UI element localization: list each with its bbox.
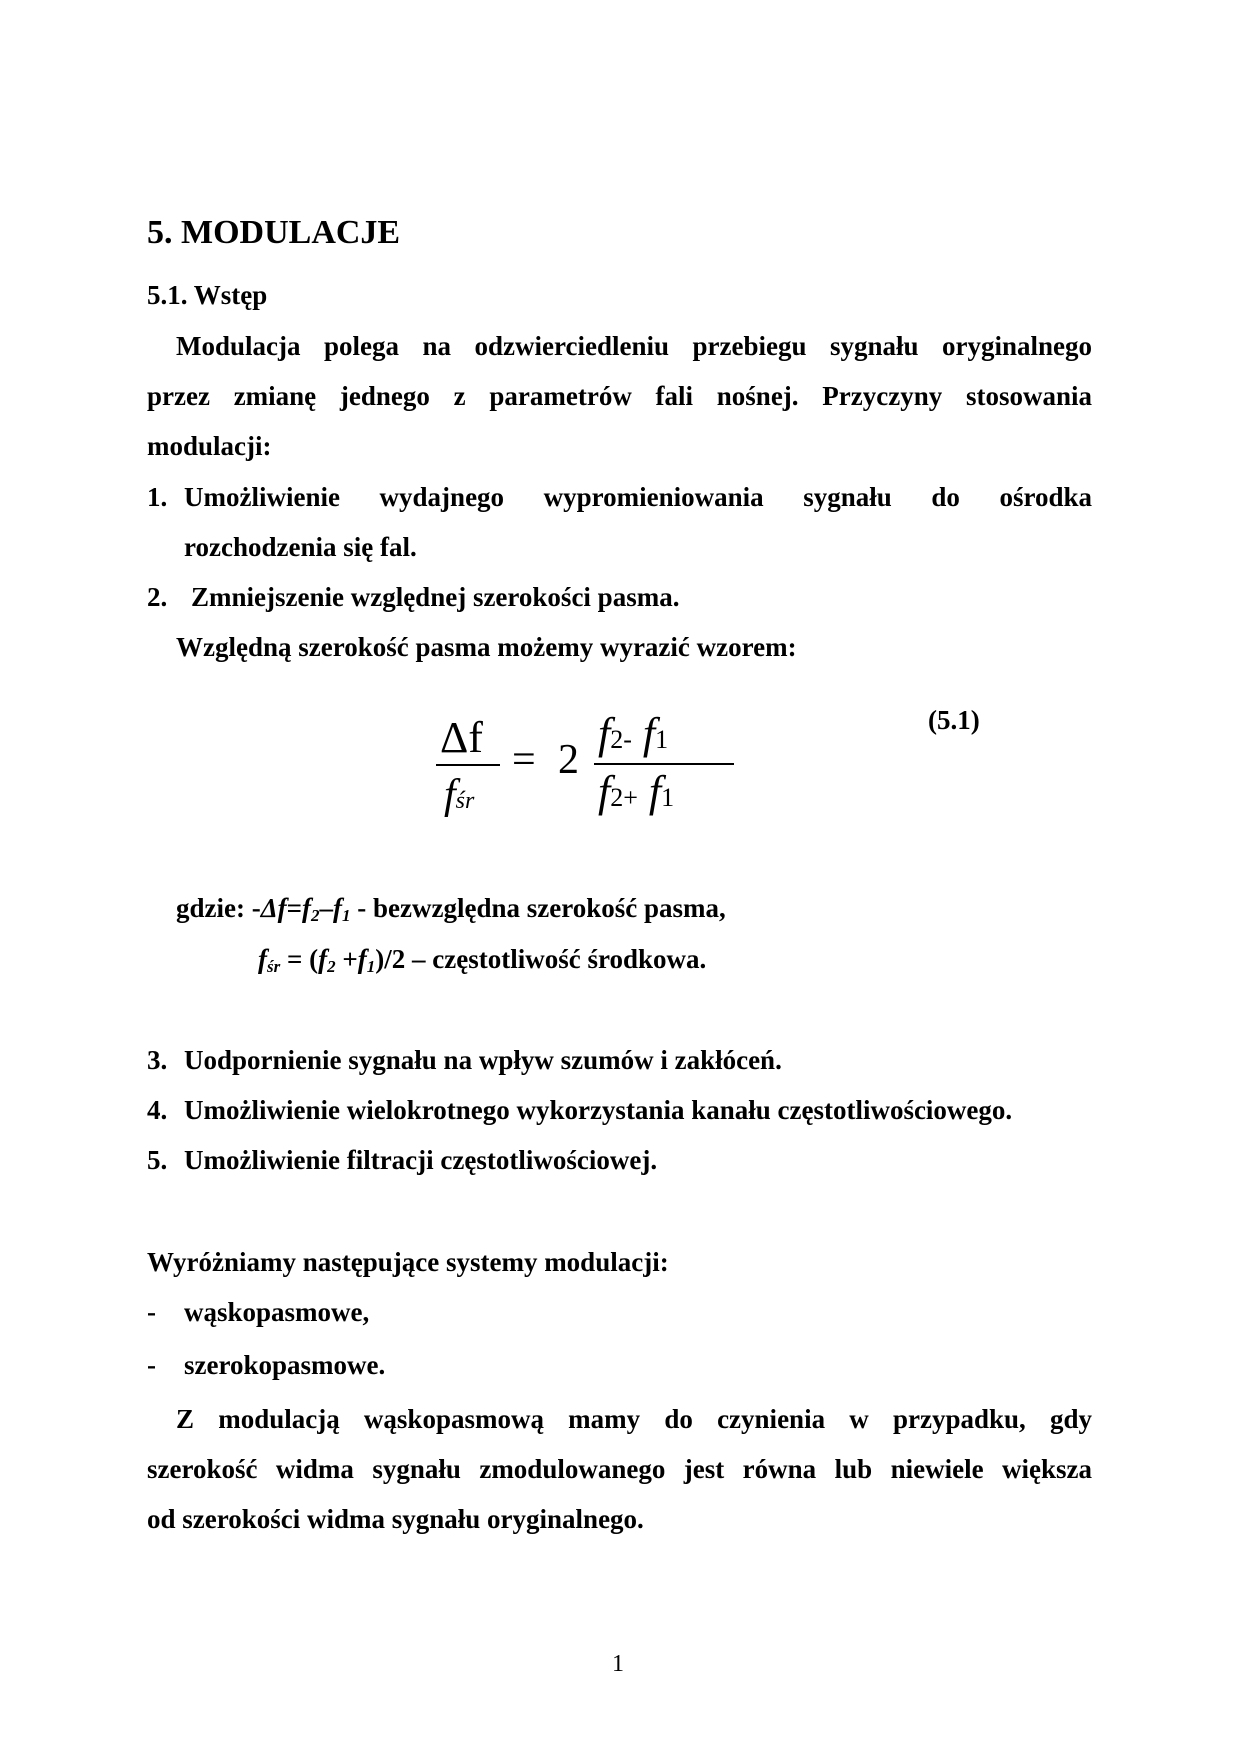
formula-rhs-numerator: f2- f1 [598, 709, 669, 758]
list-number: 1. [147, 482, 168, 512]
list-item-text-continued: rozchodzenia się fal. [184, 532, 417, 562]
closing-line-2: szerokość widma sygnału zmodulowanego jest równa lub niewiele większa [147, 1454, 1092, 1484]
list-number: 3. [147, 1045, 168, 1075]
formula-number: (5.1) [928, 705, 980, 735]
list-number: 2. [147, 582, 168, 612]
systems-intro: Wyróżniamy następujące systemy modulacji: [147, 1247, 669, 1277]
list-item-text: Umożliwienie wydajnego wypromieniowania sygnału do ośrodka [184, 482, 1092, 512]
closing-line-1: Z modulacją wąskopasmową mamy do czynienia w przypadku, gdy [176, 1404, 1092, 1434]
list-number: 5. [147, 1145, 168, 1175]
where-definition-2: $f_{śr} = (f_2 +f_1)/2$ – częstotliwość środkowa. [258, 944, 707, 976]
formula-lhs-numerator: Δf [440, 713, 483, 762]
list-item-text: Zmniejszenie względnej szerokości pasma. [191, 582, 680, 612]
systems-item: szerokopasmowe. [184, 1350, 386, 1380]
list-item-text: Umożliwienie wielokrotnego wykorzystania kanału częstotliwościowego. [184, 1095, 1013, 1125]
intro-line-3: modulacji: [147, 431, 272, 461]
list-item-text: Umożliwienie filtracji częstotliwościowej. [184, 1145, 658, 1175]
intro-line-1: Modulacja polega na odzwierciedleniu przebiegu sygnału oryginalnego [176, 331, 1092, 361]
list-number: 4. [147, 1095, 168, 1125]
formula-equals: = [512, 737, 536, 783]
where-definition-1: gdzie: $-\Delta f=f_2-f_1$ - bezwzględna szerokość pasma, [176, 893, 726, 925]
formula-coefficient: 2 [558, 737, 579, 783]
formula-fraction-bar [594, 763, 734, 765]
formula-rhs-denominator: f2+ f1 [598, 767, 675, 816]
page-number: 1 [612, 1651, 624, 1677]
formula-intro: Względną szerokość pasma możemy wyrazić wzorem: [176, 632, 797, 662]
formula-fraction-bar [436, 764, 500, 766]
systems-item: wąskopasmowe, [184, 1297, 370, 1327]
bullet: - [147, 1350, 156, 1380]
subsection-heading: 5.1. Wstęp [147, 280, 268, 310]
list-item-text: Uodpornienie sygnału na wpływ szumów i zakłóceń. [184, 1045, 782, 1075]
closing-line-3: od szerokości widma sygnału oryginalnego. [147, 1504, 644, 1534]
formula-lhs-denominator: fśr [444, 772, 475, 818]
intro-line-2: przez zmianę jednego z parametrów fali nośnej. Przyczyny stosowania [147, 381, 1092, 411]
section-heading: 5. MODULACJE [147, 214, 401, 251]
bullet: - [147, 1297, 156, 1327]
